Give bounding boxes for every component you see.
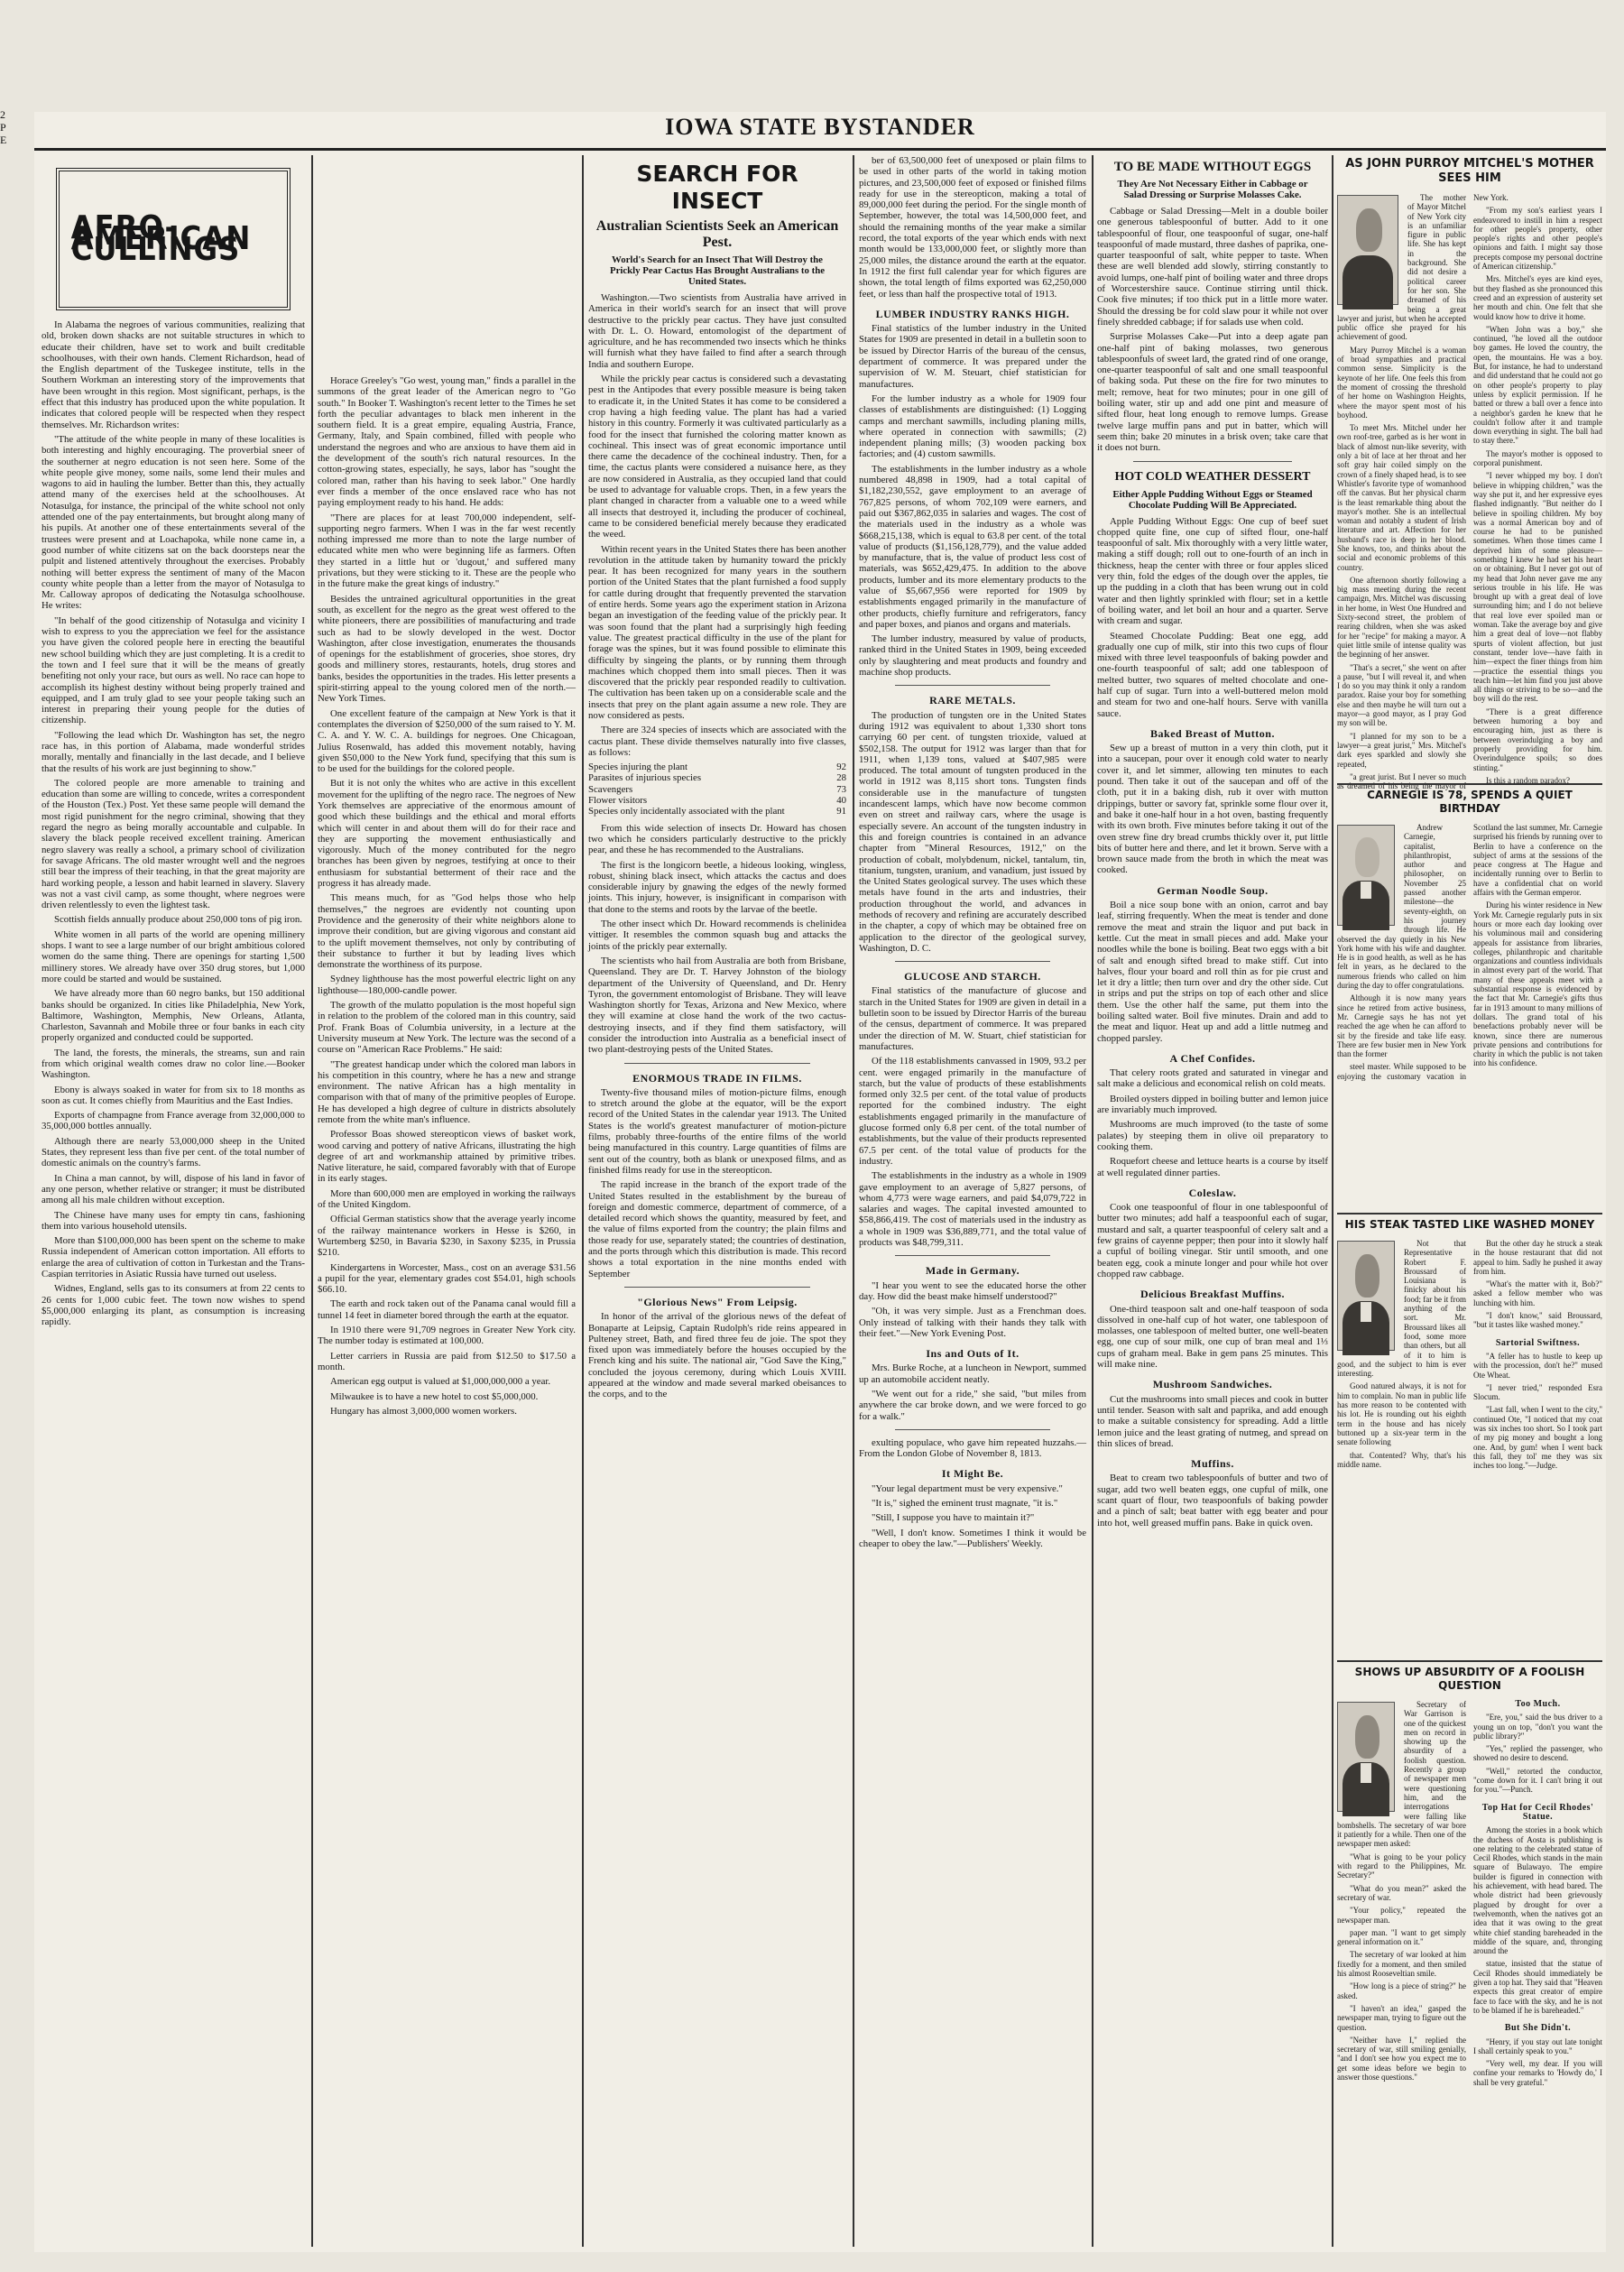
paragraph: "Well," retorted the conductor, "come down for it. I can't bring it out for you."—Punch.: [1473, 1766, 1602, 1795]
paragraph: The lumber industry, measured by value of products, ranked third in the United States in 1909, being exceeded only by slaughtering and meat products and foundry and machine shop products.: [859, 633, 1086, 679]
margin-edge-text: 2 P E: [0, 108, 7, 146]
divider: [624, 1287, 810, 1288]
paragraph: The scientists who hail from Australia are both from Brisbane, Queensland. They are Dr. T. Harvey Johnston of the biology department of the University of Queensland, and Dr. Henry Tyron, the government entomologist of Brisbane. They will leave Washington shortly for Texas, Arizona and New Mexico, where they will examine at close hand the work of the two cactus-destroying insects, and if they find them satisfactory, will consider the introduction into Australia as a beneficial insect of two plant-destroying pests of the United States.: [588, 955, 846, 1056]
paragraph: "I haven't an idea," gasped the newspaper man, trying to figure out the question.: [1337, 2003, 1466, 2032]
paragraph: "I never whipped my boy. I don't believe in whipping children," was the way she put it, and her expressive eyes flashed indignantly. "But neither do I believe in spoiling children. My boy was a normal American boy and of course he had to be punished sometimes. When those times came I deprived him of some pleasure—something I knew he had set his heart on or obtaining. But I never got out of my head that John never gave me any serious trouble in his life. He was brought up with a great deal of love surrounding him; and I do not believe that real love ever spoiled man or woman. Take the average boy and give him a great deal of love—not flabby spurts of violent affection, but just constant, tender love—have faith in him—expect the finer things from him—practice the essential things you teach him—let him find you just above all things or striving to be so—and the boy will do the rest.: [1473, 471, 1602, 704]
paragraph: The mother of Mayor Mitchel of New York city is an unfamiliar figure in public life. She has kept in the background. She did not desire a political career for her son. She dreamed of his being a great lawyer and jurist, but when he accepted public office she prayed for his achievement of good.: [1337, 193, 1466, 342]
paragraph: Horace Greeley's "Go west, young man," finds a parallel in the summons of the great leader of the American negro to "Go south." In Booker T. Washington's recent letter to the Times he set forth the peculiar advantages to black men inherent in the southern field. It is a great empire, equaling Austria, France, Germany, Italy, and Spain combined, filled with people who understand the negroes and who are anxious to have them aid in the development of the south's rich natural resources. In the cotton-growing states, especially, he says, labor has "sought the colored man, rather than his having to seek labor." One hardly ever finds a member of the once enslaved race who has not paying employment ready to his hand. He adds:: [318, 375, 576, 509]
dessert-headline: HOT COLD WEATHER DESSERT: [1114, 469, 1311, 484]
paragraph: Ebony is always soaked in water for from six to 18 months as soon as cut. It comes chiefly from Mauritius and the East Indies.: [42, 1084, 305, 1106]
paragraph: "The attitude of the white people in many of these localities is both interesting and highly encouraging. The proverbial sneer of the southerner at negro education is not seen here. Some of the white people give money, some nails, some lend their mules and wagons to aid in hauling the lumber. Better than this, they actually attend many of the exercises held at the schoolhouses. At Notasulga, for instance, the principal of the white school not only attended one of the pay entertainments, but brought along many of his pupils. At another one of these entertainments several of the trustees were present and at Loachapoka, while none came in, a good number of white citizens sat on the back doorsteps near the pulpit and listened attentively throughout the exercises. Probably nothing will better express the sentiment of many of the Macon county white people than a letter from the mayor of Notasulga to Mr. Calloway apropos of dedicating the Notasulga schoolhouse. He writes:: [42, 433, 305, 612]
afro-american-cullings-banner: [56, 168, 291, 310]
might-be-headline: It Might Be.: [941, 1467, 1004, 1481]
paragraph: American egg output is valued at $1,000,000,000 a year.: [330, 1376, 551, 1388]
paragraph: Broiled oysters dipped in boiling butter and lemon juice are invariably much improved.: [1097, 1093, 1328, 1116]
paragraph: One-third teaspoon salt and one-half teaspoon of soda dissolved in one-half cup of hot water, one tablespoon of molasses, one tablespoon of melted butter, one well-beaten egg, one cup of sour milk, one cup of bran meal and 1⅓ cups of graham meal. Bake in gem pans 25 minutes. This will make nine.: [1097, 1303, 1328, 1371]
paragraph: "I hear you went to see the educated horse the other day. How did the beast make himself understood?": [859, 1279, 1086, 1302]
ins-outs-headline: Ins and Outs of It.: [926, 1347, 1020, 1361]
paragraph: Surprise Molasses Cake—Put into a deep agate pan one-half pint of baking molasses, two generous tablespoonfuls of sweet lard, the grated rind of one orange, one-quarter teaspoonful of salt and one small teaspoonful of baking soda. Put these on the fire for two minutes to melt; remove, heat for two minutes; pour in one gill of boiling water, stir up and add one pint and measure of sifted flour, heat long enough to remove lumps. Grease twelve large muffin pans and put in batter, which will seem thin; bake 20 minutes in a brisk oven; take care that it does not burn.: [1097, 331, 1328, 454]
paragraph: We have already more than 60 negro banks, but 150 additional banks should be organized. In cities like Philadelphia, New York, Baltimore, Washington, Memphis, New Orleans, Atlanta, Charleston, Savannah and Mobile three or four banks in each city properly organized and conducted could be supported.: [42, 988, 305, 1044]
column-rule: [1332, 155, 1333, 2247]
films-headline: ENORMOUS TRADE IN FILMS.: [632, 1071, 802, 1085]
paragraph: "When John was a boy," she continued, "he loved all the outdoor boy games. He loved the country, the open, the mountains. He was a boy. But, for instance, he had to understand and did understand that he could not go on other people's property to play unless by explicit permission. If he batted or threw a ball over a fence into a neighbor's garden he knew that he couldn't follow after it and trample down everything in sight. The ball had to stay there.": [1473, 324, 1602, 446]
paragraph: While the prickly pear cactus is considered such a devastating pest in the Antipodes that every possible measure is being taken to eradicate it, in the United States it has come to be considered a crop having a high feeding value. The plant has had a varied history in this country. Formerly it was cultivated particularly as a food for the insect that furnished the coloring matter known as cochineal. This insect was of great economic importance until there came the decadence of the cochineal industry. Then, for a time, the cactus plants were considered a nuisance here, as they are now considered in Australia, as they occupied land that could be used to advantage for valuable crops. Then, in a few years the plant changed in character from a valuable one to a weed while all insects that destroyed it, including the producer of cochineal, came to be considered beneficial merely because they eradicated the weed.: [588, 374, 846, 540]
paragraph: The secretary of war looked at him fixedly for a moment, and then smiled his almost Rooseveltian smile.: [1337, 1950, 1466, 1979]
table-row: Species only incidentally associated with the plant 91: [588, 806, 846, 817]
divider: [624, 1063, 810, 1064]
paragraph: The growth of the mulatto population is the most hopeful sign in relation to the problem of the colored man in this country, said Prof. Frank Boas of Columbia university, in a lecture at the University museum at New York. The lecture was the second of a course on "American Race Problems." He said:: [318, 1000, 576, 1056]
paragraph: "There are places for at least 700,000 independent, self-supporting negro farmers. When I was in the far west recently nothing impressed me more than to note the large number of educated white men who were beginning life as farmers. Often they started in a little hut or 'dugout,' and suffered many privations, but they were sticking to it. These are the people who in the future make the great kings of industry.": [318, 512, 576, 590]
paragraph: Exports of champagne from France average from 32,000,000 to 35,000,000 bottles annually.: [42, 1110, 305, 1132]
absurdity-article: [1337, 1660, 1602, 2249]
masthead-title: IOWA STATE BYSTANDER: [665, 114, 975, 140]
paragraph: The establishments in the lumber industry as a whole numbered 48,898 in 1909, had a total capital of $1,182,230,552, gave employment to an average of 767,825 persons, of whom 702,109 were earners, and paid out $367,862,035 in salaries and wages. The cost of the materials used in the industry as a whole was $668,215,138, which is equal to 63.8 per cent. of the total value of products ($1,156,128,779), and the value added by manufacture, that is, the value of product less cost of materials, was $652,429,475. In addition to the above products, lumber and its more elementary products to the value of $5,667,956 were reported for 1909 by establishments engaged primarily in the manufacture of other products, chiefly furniture and refrigerators, fancy and paper boxes, and pianos and organs and materials.: [859, 463, 1086, 630]
insect-class-table: [588, 762, 846, 817]
paragraph: That celery roots grated and saturated in vinegar and salt make a delicious and economical relish on cold meats.: [1097, 1067, 1328, 1090]
paragraph: Kindergartens in Worcester, Mass., cost on an average $31.56 a pupil for the year, elementary grades cost $54.01, high schools $66.10.: [318, 1261, 576, 1296]
paragraph: Washington.—Two scientists from Australia have arrived in America in their world's search for an insect that will prove destructive to the prickly pear cactus. They have just consulted with Dr. L. O. Howard, entomologist of the department of agriculture, and he has recommended two insects which he thinks will furnish what they have failed to find after a search through India and southern Europe.: [588, 292, 846, 370]
paragraph: "In behalf of the good citizenship of Notasulga and vicinity I wish to express to you the appreciation we feel for the assistance you have given the colored people here in erecting the beautiful new school building which they are just completing. It is a credit to the town and I feel sure that it will be the means of greatly benefiting not only your race, but ours as well. No race can hope to accomplish its highest destiny without being properly trained and equipped, and I am truly glad to see your people taking such an interest in preparing their young people for the duties of citizenship.: [42, 614, 305, 726]
steak-headline: HIS STEAK TASTED LIKE WASHED MONEY: [1344, 1218, 1595, 1231]
paragraph: Mrs. Burke Roche, at a luncheon in Newport, summed up an automobile accident neatly.: [859, 1362, 1086, 1385]
paragraph: The other insect which Dr. Howard recommends is chelinidea vittiger. It resembles the common squash bug and attacks the joints of the prickly pear externally.: [588, 919, 846, 952]
paragraph: "We went out for a ride," she said, "but miles from anywhere the car broke down, and we were forced to go for a walk.": [859, 1388, 1086, 1422]
paragraph: From this wide selection of insects Dr. Howard has chosen two which he considers particularly destructive to the prickly pear, and these he has recommended to the Australians.: [588, 822, 846, 856]
table-row: Species injuring the plant 92: [588, 762, 846, 773]
mushroom-headline: Mushroom Sandwiches.: [1152, 1378, 1273, 1391]
paragraph: Final statistics of the manufacture of glucose and starch in the United States for 1909 are given in detail in a bulletin soon to be issued by Director Harris of the bureau of the census, department of commerce. It was prepared under the direction of M. W. Stuart, chief statistician for manufactures.: [859, 985, 1086, 1052]
paragraph: "The greatest handicap under which the colored man labors in his competition in this country, where he has a new and strange environment. The native African has a high mentality in comparison with that of many of the primitive peoples of Europe. He has developed a high degree of culture in districts absolutely remote from the white man's influence.: [318, 1058, 576, 1125]
didnt-headline: But She Didn't.: [1504, 2023, 1572, 2034]
garrison-portrait: [1337, 1702, 1395, 1812]
paragraph: "What do you mean?" asked the secretary of war.: [1337, 1883, 1466, 1902]
divider: [895, 1255, 1050, 1256]
leipsig-headline: "Glorious News" From Leipsig.: [637, 1295, 798, 1308]
insect-deck: World's Search for an Insect That Will Destroy the Prickly Pear Cactus Has Brought Australians to the United States.: [609, 254, 826, 287]
metals-headline: RARE METALS.: [929, 694, 1016, 707]
paragraph: "Yes," replied the passenger, who showed no desire to descend.: [1473, 1744, 1602, 1763]
paragraph: Milwaukee is to have a new hotel to cost $5,000,000.: [330, 1390, 539, 1402]
mitchel-headline: AS JOHN PURROY MITCHEL'S MOTHER SEES HIM: [1345, 157, 1594, 185]
paragraph: One excellent feature of the campaign at New York is that it contemplates the diversion of $250,000 of the sum raised to Y. M. C. A. and Y. W. C. A. buildings for negroes. One Chicagoan, Julius Rosenwald, has added this movement notably, having given $50,000 to the New York fund, specifying that this sum is to be used for the buildings for the colored people.: [318, 707, 576, 775]
paragraph: In Alabama the negroes of various communities, realizing that old, broken down shacks are not suitable structures in which to educate their children, have set to work and built creditable schoolhouses, with their own hands. Clement Richardson, head of the English department of the Tuskegee institute, tells in the Southern Workman an interesting story of the improvements that have been wrought in this region. Most significant, perhaps, is the effect that this industry has produced upon the white population. It indicates that colored people will be respected when they respect themselves. Mr. Richardson writes:: [42, 319, 305, 430]
paragraph: "There is a great difference between humoring a boy and encouraging him, just as there is between overindulging a boy and properly providing for him. Overindulgence spoils; so does stinting.": [1473, 707, 1602, 772]
paragraph: Twenty-five thousand miles of motion-picture films, enough to stretch around the globe at the equator, will be the export record of the United States in the calendar year 1913. The United States is the world's greatest manufacturer of motion-picture films, probably three-fourths of the entire films of the world being manufactured in this country. Large quantities of films are sent out of the country, both as blank or unexposed films, and as finished films ready for use in the stereopticon.: [588, 1086, 846, 1176]
table-row: Scavengers 73: [588, 783, 846, 795]
paragraph: Apple Pudding Without Eggs: One cup of beef suet chopped quite fine, one cup of sifted flour, one-half teaspoonful of salt. Mix thoroughly with a very little water, making a stiff dough; roll out to one-fourth of an inch in thickness, heap the center with three or four apples sliced very thin, fold the edges of the dough over the apples, tie up the pudding in a cloth that has been wrung out in cold water and then lightly sprinkled with flour; set in a kettle of boiling water, and let boil an hour and a quarter. Serve with cream and sugar.: [1097, 515, 1328, 627]
paragraph: statue, insisted that the statue of Cecil Rhodes should immediately be given a top hat. They said that "Heaven expects this great creator of empire face to face with the sky, and he is not to be blamed if he is bareheaded.": [1473, 1959, 1602, 2015]
paragraph: Scottish fields annually produce about 250,000 tons of pig iron.: [54, 914, 302, 926]
paragraph: White women in all parts of the world are opening millinery shops. I want to see a large number of our bright ambitious colored women do the same thing. There are openings for starting 1,500 millinery stores. We already have over 350 drug stores, but 1,000 more could be started and would be sustained.: [42, 928, 305, 984]
paragraph: Andrew Carnegie, capitalist, philanthropist, author and philosopher, on November 25 passed another milestone—the seventy-eighth, on his journey through life. He observed the day quietly in his New York home with his wife and daughter. He is in good health, as well as he has felt in years, as he declared to the numerous friends who called on him during the day to offer congratulations.: [1337, 823, 1466, 991]
paragraph: "a great jurist. But I never so much as dreamed of his being the mayor of New York.: [1337, 193, 1509, 791]
paragraph: "What is going to be your policy with regard to the Philippines, Mr. Secretary?": [1337, 1852, 1466, 1880]
paragraph: Roquefort cheese and lettuce hearts is a course by itself at well regulated dinner parties.: [1097, 1156, 1328, 1178]
column-1: [42, 155, 305, 2247]
absurdity-body: [1337, 1700, 1602, 2091]
cullings-body: [42, 319, 305, 1328]
paragraph: exulting populace, who gave him repeated huzzahs.—From the London Globe of November 8, 1813.: [859, 1436, 1086, 1460]
paragraph: "Last fall, when I went to the city," continued Ote, "I noticed that my coat was six inches too short. So I took part of my pig money and bought a long one. And, by gum! when I went back this fall, they tol' me they was six inches too long."—Judge.: [1473, 1405, 1602, 1471]
paragraph: that. Contented? Why, that's his middle name.: [1337, 1450, 1466, 1469]
paragraph: The land, the forests, the minerals, the streams, sun and rain from which original wealth comes draw no color line.—Booker Washington.: [42, 1047, 305, 1081]
eggs-deck: They Are Not Necessary Either in Cabbage or Salad Dressing or Surprise Molasses Cake.: [1117, 179, 1308, 200]
paragraph: The earth and rock taken out of the Panama canal would fill a tunnel 14 feet in diameter bored through the earth at the equator.: [318, 1298, 576, 1321]
column-4: [859, 155, 1086, 2247]
paragraph: In China a man cannot, by will, dispose of his land in favor of any one person, whether relative or stranger; it must be distributed among all his male children without exception.: [42, 1172, 305, 1206]
column-rule: [1092, 155, 1093, 2247]
carnegie-article: [1337, 783, 1602, 1209]
paragraph: Cook one teaspoonful of flour in one tablespoonful of butter two minutes; add half a teaspoonful each of sugar, mustard and salt, a quarter teaspoonful of celery salt and a few grains of cayenne pepper; then pour into it slowly half a cupful of boiling vinegar. Stir until smooth, and one beaten egg, cook a minute longer and pour while hot over chopped raw cabbage.: [1097, 1202, 1328, 1279]
broussard-portrait: [1337, 1241, 1395, 1351]
swiftness-headline: Sartorial Swiftness.: [1495, 1337, 1581, 1348]
paragraph: This means much, for as "God helps those who help themselves," the negroes are evidently not counting upon Providence and the generosity of their white neighbors alone to improve their condition, but are giving vigorous and constant aid to the uplift movement themselves, not only by contributing of their substance to further it but by leading lives which demonstrate the worthiness of its purpose.: [318, 892, 576, 971]
paragraph: Cut the mushrooms into small pieces and cook in butter until tender. Season with salt and paprika, and add enough to make a suitable consistency for spreading. Add a little lemon juice and the least grating of nutmeg, and spread on thin slices of bread.: [1097, 1393, 1328, 1449]
paragraph: Is this a random paradox?: [1486, 775, 1570, 785]
paragraph: There are 324 species of insects which are associated with the cactus plant. These divide themselves naturally into five classes, as follows:: [588, 725, 846, 758]
masthead: [34, 112, 1606, 151]
paragraph: Sydney lighthouse has the most powerful electric light on any lighthouse—180,000-candle power.: [318, 974, 576, 996]
paragraph: Sew up a breast of mutton in a very thin cloth, put it into a saucepan, pour over it enough cold water to nearly cover it, and let simmer, allowing ten minutes to each pound. Then take it out of the saucepan and off of the cloth, put it in a baking dish, rub it over with mutton drippings, butter or savory fat, sprinkle some flour over it, and bake it one-half hour in a hot oven, basting frequently with its own broth. Five minutes before taking it out of the oven strew fine dry bread crumbs thickly over it, put little bits of butter here and there, and let it brown. Serve with a brown sauce made from the broth in which the meat was cooked.: [1097, 743, 1328, 876]
paragraph: For the lumber industry as a whole for 1909 four classes of establishments are distinguished: (1) Logging camps and merchant sawmills, including planing mills, where operated in connection with sawmills; (2) independent planing mills; (3) wooden packing box factories; and (4) custom sawmills.: [859, 393, 1086, 460]
germany-headline: Made in Germany.: [925, 1264, 1020, 1278]
divider: [895, 1429, 1050, 1430]
coleslaw-headline: Coleslaw.: [1188, 1186, 1237, 1199]
paragraph: Widnes, England, sells gas to its consumers at from 22 cents to 26 cents for 1,000 cubic feet. The town now wishes to spend $5,000,000 enlarging its plant, as consumption is increasing rapidly.: [42, 1283, 305, 1328]
paragraph: The first is the longicorn beetle, a hideous looking, wingless, robust, shining black insect, which attacks the cactus and does considerable injury by gnawing the edges of the newly formed joints. This injury, however, is insignificant in comparison with that done to the stems and roots by the larvae of the beetle.: [588, 859, 846, 915]
paragraph: paper man. "I want to get simply general information on it.": [1337, 1927, 1466, 1947]
paragraph: The colored people are more amenable to training and education than some are willing to concede, writes a correspondent of the Houston (Tex.) Post. Yet these same people will demand the most rigid punishment for the negro criminal, showing that they regard the negro as being morally accountable and culpable. In slavery the black people received excellent training. American negro slavery was really a school, a primary school of civilization for savage Africans. The old master wrought well and the negroes still bear the impress of their teaching, in that the great majority are hard working people, a lesson and habit learned in slavery. Slavery was not a vast civil camp, as some thought, where negroes were driven relentlessly to even the lightest task.: [42, 777, 305, 911]
carnegie-headline: CARNEGIE IS 78, SPENDS A QUIET BIRTHDAY: [1367, 789, 1573, 815]
paragraph: "I planned for my son to be a lawyer—a great jurist," Mrs. Mitchel's dark eyes sparkled and slowly she repeated,: [1337, 731, 1466, 769]
paragraph: The production of tungsten ore in the United States during 1912 was equivalent to about 1,330 short tons carrying 60 per cent. of tungsten trioxide, valued at $502,158. The output for 1912 was larger than that for 1911, when 1,139 tons, valued at $407,985 were produced. The total amount of tungsten produced in the world in 1912 was 8,115 short tons. Tungsten finds considerable use in the manufacture of tungsten incandescent lamps, which have now become common even on street and railway cars, where the usage is especially severe. An account of the tungsten industry in this and foreign countries is contained in an advance chapter from "Mineral Resources, 1912," on the production of cobalt, molybdenum, nickel, tantalum, tin, titanium, tungsten, uranium, and vanadium, just issued by the United States geological survey. The uses which these metals have found in the arts and industries, their production throughout the world, and advances in methods of recovery and refining are accurately described in the chapter, a copy of which may be obtained free on application to the director of the geological survey, Washington, D. C.: [859, 709, 1086, 954]
cooking-column: [1097, 155, 1328, 2247]
paragraph: In honor of the arrival of the glorious news of the defeat of Bonaparte at Leipsig, Captain Rudolph's ride reins appeared in Pulteney street, Bath, and fired three feu de joie. The spot they fixed upon was immediately before the houses occupied by the French king and his suite. The national air, "God Save the King," concluded the joyous ceremony, during which Louis XVIII. appeared at the window and made several marked obeisances to the corps, and to the: [588, 1311, 846, 1400]
column-rule: [582, 155, 584, 2247]
steak-article: [1337, 1213, 1602, 1657]
mutton-headline: Baked Breast of Mutton.: [1150, 726, 1275, 740]
paragraph: "How long is a piece of string?" he asked.: [1337, 1981, 1466, 2000]
paragraph: "Your policy," repeated the newspaper man.: [1337, 1906, 1466, 1925]
absurdity-headline: SHOWS UP ABSURDITY OF A FOOLISH QUESTION: [1354, 1666, 1585, 1692]
glucose-headline: GLUCOSE AND STARCH.: [904, 970, 1041, 984]
paragraph: The establishments in the industry as a whole in 1909 gave employment to an average of 5,827 persons, of whom 4,773 were wage earners, and paid $4,079,722 in salaries and wages. The capital invested amounted to $58,866,419. The cost of materials used in the industry as a whole in 1909 was $36,889,771, and the total value of products was $48,799,311.: [859, 1170, 1086, 1249]
paragraph: Within recent years in the United States there has been another revolution in the attitude taken by humanity toward the prickly pear. It has been recognized for many years in the southern portion of the United States that the plant furnished a food supply for cattle during drought that frequently prevented the starvation of entire herds. Some years ago the experiment station in Arizona began an investigation of the feeding value of the prickly pear. It was soon found that the plant had a surprisingly high feeding value. The greatest practical difficulty in the use of the plant for forage was the spines, but it was found possible to eliminate this difficulty by singeing the plants, or by running them through machines which chopped them into small pieces. Then it was discovered that the prickly pear responded readily to cultivation. The cultivation has been taken up on a considerable scale and the insects that prey on the plant again assume a new role. They are now considered as pests.: [588, 543, 846, 721]
paragraph: During his winter residence in New York Mr. Carnegie regularly puts in six hours or more each day looking over his voluminous mail and considering appeals for assistance from libraries, colleges, philanthropic and charitable organizations and countless individuals in almost every part of the world. That many of these appeals meet with a substantial response is evidenced by the fact that Mr. Carnegie's gifts thus far in 1913 amount to many millions of dollars. The grand total of his benefactions probably never will be known, since there are numerous private pensions and contributions for charity in which the public is not taken into his confidence.: [1473, 900, 1602, 1068]
paragraph: The rapid increase in the branch of the export trade of the United States resulted in the establishment by the bureau of foreign and domestic commerce, department of commerce, of a detailed record which shows the quantity, measured by feet, and the value of films exported from the country; the plain films and those ready for use, separately stated; the countries of destination, and the ports through which this distribution is made. This record shows a total exportation in the nine months ended with September: [588, 1179, 846, 1279]
cullings-headline: AFRO-AMERICAN CULLINGS: [70, 208, 252, 269]
paragraph: "Well, I don't know. Sometimes I think it would be cheaper to obey the law."—Publishers' Weekly.: [859, 1527, 1086, 1549]
paragraph: Among the stories in a book which the duchess of Aosta is publishing is one relating to the celebrated statue of Cecil Rhodes, which stands in the main square of Bulawayo. The empire builder is figured in connection with his achievement, with head bared. The whole district had been grievously plagued by drought for over a twelvemonth, when the natives got an idea that it was owing to the great white chief standing bareheaded in the middle of the square, and, thronging around the: [1473, 1825, 1602, 1956]
mitchel-body: [1337, 193, 1602, 790]
paragraph: Cabbage or Salad Dressing—Melt in a double boiler one generous tablespoonful of butter. Add to it one tablespoonful of flour, one teaspoonful of sugar, one-half teaspoonful of made mustard, three dashes of paprika, one-quarter teaspoonful of salt, white pepper to taste. When these are well blended add slowly, stirring constantly to avoid lumps, one-half pint of boiling water and three drops of Worcestershire sauce. Continue stirring until thick. Cook five minutes; if too thick put in a little more water. Should the dressing be for cold slaw pour it while not over finely shredded cabbage; if for salads use when cold.: [1097, 206, 1328, 328]
paragraph: "Oh, it was very simple. Just as a Frenchman does. Only instead of talking with their hands they talk with their feet."—New York Evening Post.: [859, 1306, 1086, 1339]
paragraph: "From my son's earliest years I endeavored to instill in him a respect for other people's property, other people's rights and other people's opinions and faith. I might say those precepts compose my personal doctrine of American citizenship.": [1473, 206, 1602, 272]
carnegie-body: [1337, 823, 1602, 1081]
paragraph: One afternoon shortly following a big mass meeting during the recent campaign, Mrs. Mitchel was discussing in her home, in West One Hundred and Sixty-second street, the problem of rearing children, when she was asked for her "recipe" for making a mayor. A quiet little smile of intense quality was the beginning of her answer.: [1337, 575, 1466, 660]
mitchel-article: [1337, 155, 1602, 791]
paragraph: But the other day he struck a steak in the house restaurant that did not appeal to him. Sadly he pushed it away from him.: [1473, 1239, 1602, 1276]
paragraph: "Neither have I," replied the secretary of war, still smiling genially, "and I don't see how you expect me to get some ideas before we begin to answer those questions.": [1337, 2035, 1466, 2082]
table-row: Flower visitors 40: [588, 795, 846, 807]
insect-subhead: Australian Scientists Seek an American Pest.: [595, 218, 839, 250]
paragraph: "Your legal department must be very expensive.": [872, 1482, 1063, 1494]
paragraph: Although there are nearly 53,000,000 sheep in the United States, they represent less than five per cent. of the total number of domestic animals on the country's farms.: [42, 1135, 305, 1169]
paragraph: Mrs. Mitchel's eyes are kind eyes, but they flashed as she pronounced this creed and an expression of austerity set her mouth and chin. One felt that she would know how to drive it home.: [1473, 274, 1602, 321]
paragraph: Final statistics of the lumber industry in the United States for 1909 are presented in detail in a bulletin soon to be issued by Director Harris of the bureau of the census, department of commerce. It was prepared under the supervision of W. M. Steuart, chief statistician for manufactures.: [859, 323, 1086, 390]
paragraph: "Henry, if you stay out late tonight I shall certainly speak to you.": [1473, 2036, 1602, 2055]
paragraph: Official German statistics show that the average yearly income of the railway maintenance workers in Hesse is $260, in Wurtemberg $250, in Bavaria $230, in Saxony $235, in Prussia $210.: [318, 1214, 576, 1259]
paragraph: More than $100,000,000 has been spent on the scheme to make Russia independent of American cotton importation. All efforts to enlarge the area of cultivation of cotton in Turkestan and the Trans-Caspian territories in Asiatic Russia have turned out useless.: [42, 1235, 305, 1280]
carnegie-portrait: [1337, 825, 1395, 926]
paragraph: Good natured always, it is not for him to complain. No man in public life has more reason to be contented with his lot. He is rounding out his eighth term in the house and has nicely buttoned up a six-year term in the senate following: [1337, 1381, 1466, 1447]
paragraph: Letter carriers in Russia are paid from $12.50 to $17.50 a month.: [318, 1350, 576, 1372]
paragraph: Steamed Chocolate Pudding: Beat one egg, add gradually one cup of milk, stir into this two cups of flour mixed with three level teaspoonfuls of baking powder and one-fourth teaspoonful of salt; add one tablespoon of melted butter, two squares of melted chocolate and one-half cup of sugar. Turn into a well-buttered melon mold and steam for two and one-half hours. Serve with vanilla sauce.: [1097, 630, 1328, 719]
column-3: [588, 155, 846, 2247]
paragraph: But it is not only the whites who are active in this excellent movement for the uplifting of the negro race. The negroes of New York themselves are appreciative of the enormous amount of good which these buildings and the ethical and moral efforts which will center in and about them will do for their race and they are supporting the movement enthusiastically and vigorously. Much of the money contributed for the negro branches has been given by negroes, testifying at once to their enthusiasm for substantial betterment of their race and the progress it has already made.: [318, 778, 576, 890]
muffins-headline: Delicious Breakfast Muffins.: [1140, 1288, 1286, 1301]
paragraph: "I don't know," said Broussard, "but it tastes like washed money.": [1473, 1311, 1602, 1330]
paragraph: "Following the lead which Dr. Washington has set, the negro race has, in this portion of Alabama, made wonderful strides morally, mentally and financially in the last decade, and I believe that the results of his work are just beginning to show.": [42, 729, 305, 774]
paragraph: Boil a nice soup bone with an onion, carrot and bay leaf, stirring frequently. When the meat is tender and done remove the meat and strain the liquor and put back in kettle. Cut the meat in small pieces and add. Make your noodles while the bone is boiling. Beat two eggs with a bit of salt and enough sifted bread to make stiff. Cut into halves, flour your board and roll thin as for pie crust and let it dry a little; then turn over and dry the other side. Cut in strips and put the strips on top of each other and slice them. Use the other half the same, put them into the boiling salted water. Boil five minutes. Drain and add to the meat and liquor. Heat up and add a little nutmeg and chopped parsley.: [1097, 900, 1328, 1044]
paragraph: Secretary of War Garrison is one of the quickest men on record in showing up the absurdity of a foolish question. Recently a group of newspaper men were questioning him, and the interrogations were falling like bombshells. The secretary of war bore it patiently for a while. Then one of the newspaper men asked:: [1337, 1700, 1466, 1849]
paragraph: "Still, I suppose you have to maintain it?": [872, 1512, 1035, 1524]
paragraph: "Ere, you," said the bus driver to a young un on top, "don't you want the public library?": [1473, 1713, 1602, 1741]
steak-body: [1337, 1239, 1602, 1473]
paragraph: Mary Purroy Mitchel is a woman of broad sympathies and practical common sense. Simplicity is the keynote of her life. One feels this from the moment of crossing the threshold of her home on Washington Heights, where the mayor spent most of his boyhood.: [1337, 345, 1466, 420]
column-rule: [853, 155, 854, 2247]
paragraph: Besides the untrained agricultural opportunities in the great south, as excellent for the negro as the great west offered to the white pioneers, there are possibilities of manufacturing and trade such as had to be slowly developed in the west. Doctor Washington, after close investigation, enumerates the thousands of openings for the establishment of groceries, shoe stores, dry goods and millinery stores, restaurants, hotels, drug stores and banks, besides the opportunities in the trades. His letter presents a spirit-stirring appeal to the young colored men of the north.—New York Times.: [318, 593, 576, 705]
paragraph: In 1910 there were 91,709 negroes in Greater New York city. The number today is estimated at 100,000.: [318, 1325, 576, 1347]
lumber-headline: LUMBER INDUSTRY RANKS HIGH.: [875, 307, 1070, 320]
paragraph: Beat to cream two tablespoonfuls of butter and two of sugar, add two well beaten eggs, one cupful of milk, one scant quart of flour, two teaspoonfuls of baking powder and a pinch of salt; beat batter with egg beater and pour into hot, well greased muffin pans. Bake in quick oven.: [1097, 1473, 1328, 1529]
paragraph: "What's the matter with it, Bob?" asked a fellow member who was lunching with him.: [1473, 1279, 1602, 1307]
chef-headline: A Chef Confides.: [1169, 1051, 1256, 1065]
paragraph: Although it is now many years since he retired from active business, Mr. Carnegie says he has not yet reached the age when he can afford to sit by the fireside and take life easy. There are few busier men in New York than the former: [1337, 993, 1466, 1059]
too-much-headline: Too Much.: [1515, 1699, 1561, 1709]
dessert-deck: Either Apple Pudding Without Eggs or Steamed Chocolate Pudding Will Be Appreciated.: [1112, 488, 1313, 511]
paragraph: "A feller has to hustle to keep up with the procession, don't he?" mused Ote Wheat.: [1473, 1351, 1602, 1380]
table-row: Parasites of injurious species 28: [588, 772, 846, 784]
column-2: [318, 375, 576, 2247]
paragraph: "That's a secret," she went on after a pause, "but I will reveal it, and when I do so you may think it only a random paradox. Raise your boy for something else and then maybe he will turn out a mayor—a good mayor, as I pray God my son will be.: [1337, 662, 1466, 728]
divider: [895, 685, 1050, 686]
paragraph: More than 600,000 men are employed in working the railways of the United Kingdom.: [318, 1187, 576, 1211]
paragraph: Not that Representative Robert F. Broussard of Louisiana is finicky about his food; far be it from anything of the sort. Mr. Broussard likes all food, some more than others, but all of it to him is good, and the subject to him is ever interesting.: [1337, 1239, 1466, 1379]
paragraph: "Very well, my dear. If you will confine your remarks to 'Howdy do,' I shall be very grateful.": [1473, 2059, 1602, 2087]
paragraph: The mayor's mother is opposed to corporal punishment.: [1473, 448, 1602, 468]
paragraph: The Chinese have many uses for empty tin cans, fashioning them into various household utensils.: [42, 1209, 305, 1232]
paragraph: Of the 118 establishments canvassed in 1909, 93.2 per cent. were engaged primarily in the manufacture of starch, but the value of products of these establishments formed only 32.5 per cent. of the total value of products reported for the combined industry. The eight establishments engaged primarily in the manufacture of glucose formed only 6.8 per cent. of the total number of establishments, but the value of their products represented 67.5 per cent. of the total value of products for the industry.: [859, 1056, 1086, 1167]
paragraph: To meet Mrs. Mitchel under her own roof-tree, garbed as is her wont in black of almost nun-like severity, with only a bit of lace at her throat and her soft gray hair coiled simply on the crown of a finely shaped head, is to see Whistler's favorite type of womanhood off the canvas. But her physical charm is the least remarkable thing about the mayor's mother. She is an intellectual woman and notably a student of Irish literature and art. Affection for her husband's race is deep in her blood. She knows, too, and thinks about the social and economic problems of this country.: [1337, 423, 1466, 572]
insect-headline: SEARCH FOR INSECT: [636, 161, 798, 214]
soup-headline: German Noodle Soup.: [1157, 883, 1269, 897]
eggs-headline: TO BE MADE WITHOUT EGGS: [1113, 160, 1312, 174]
mitchel-mother-portrait: [1337, 195, 1398, 305]
divider: [1133, 461, 1292, 462]
paragraph: ber of 63,500,000 feet of unexposed or plain films to be used in other parts of the world in taking motion pictures, and 23,500,000 feet of exposed or finished films ready for use in the stereopticon, making a total of 89,000,000 feet during the period. For the single month of September, however, the total was 14,500,000 feet, and should the remaining months of the year make a similar record, the total exports of the year which ends with next month would be 133,000,000 feet, or slightly more than 25,000 miles, the distance around the earth at the equator. In 1912 the first full calendar year for which figures are shown, the total length of films exported was 62,250,000 feet, or less than half the prospective total of 1913.: [859, 155, 1086, 300]
paragraph: "It is," sighed the eminent trust magnate, "it is.": [872, 1498, 1058, 1510]
paragraph: steel master. While supposed to be enjoying the customary vacation in Scotland the last summer, Mr. Carnegie surprised his friends by running over to Berlin to have a conference on the subject of arms at the sessions of the peace congress at The Hague and incidentally running over to Berlin to have a confidential chat on world affairs with the German emperor.: [1337, 823, 1602, 1081]
rhodes-headline: Top Hat for Cecil Rhodes' Statue.: [1481, 1802, 1594, 1822]
muffins2-headline: Muffins.: [1191, 1457, 1234, 1471]
paragraph: Mushrooms are much improved (to the taste of some palates) by steeping them in olive oil preparatory to cooking them.: [1097, 1119, 1328, 1152]
divider: [895, 961, 1050, 962]
column-rule: [311, 155, 313, 2247]
paragraph: "I never tried," responded Esra Slocum.: [1473, 1382, 1602, 1402]
paragraph: Hungary has almost 3,000,000 women workers.: [330, 1405, 517, 1417]
paragraph: Professor Boas showed stereopticon views of basket work, wood carving and pottery of native Africans, illustrating the high degree of art and workmanship attained by primitive tribes. Native literature, he said, compared favorably with that of Europe in its early stages.: [318, 1129, 576, 1185]
